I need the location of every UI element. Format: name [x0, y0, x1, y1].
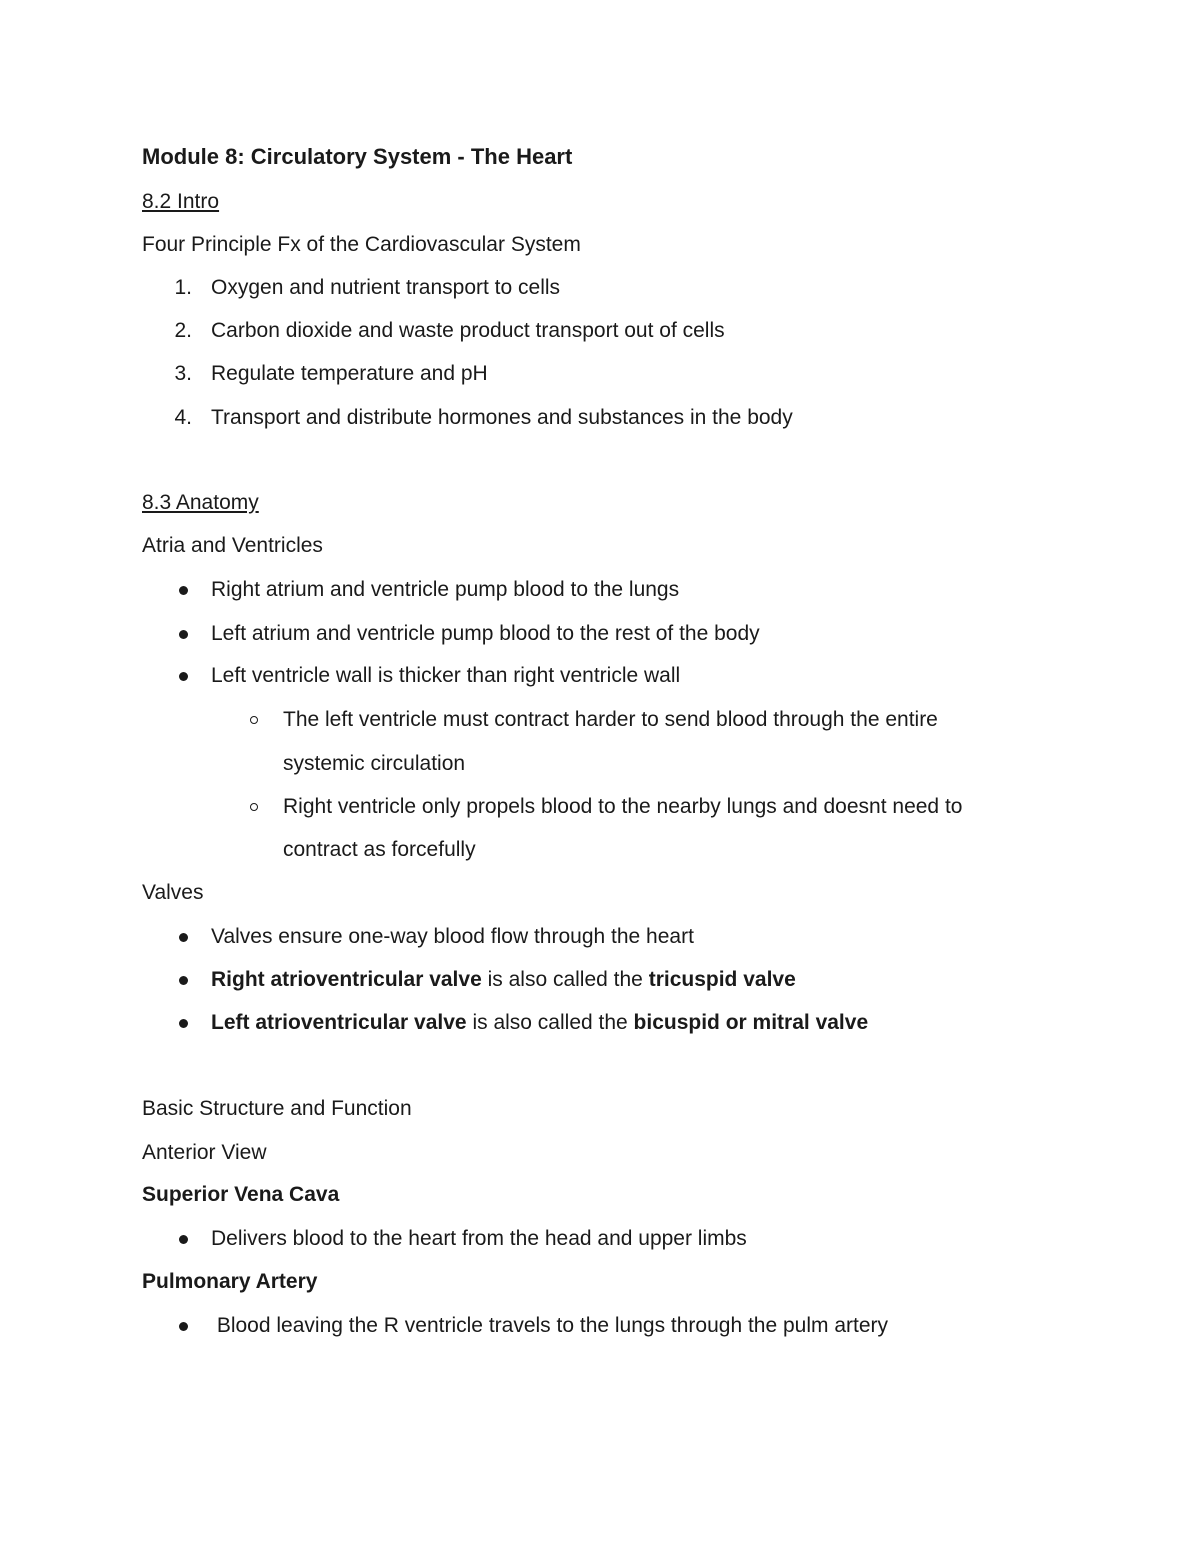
section-heading-anatomy: 8.3 Anatomy: [142, 491, 259, 514]
list-item-text: Regulate temperature and pH: [211, 362, 488, 385]
bullet-text: Delivers blood to the heart from the head and upper limbs: [211, 1227, 747, 1250]
intro-subheading: Four Principle Fx of the Cardiovascular System: [142, 233, 581, 256]
structure-label: Basic Structure and Function: [142, 1097, 412, 1120]
page-title: Module 8: Circulatory System - The Heart: [142, 144, 573, 169]
list-item-text: Oxygen and nutrient transport to cells: [211, 276, 561, 299]
svc-heading: Superior Vena Cava: [142, 1183, 340, 1206]
bullet-text: Left atrium and ventricle pump blood to the rest of the body: [211, 622, 760, 645]
sub-bullet-text-continued: contract as forcefully: [283, 838, 476, 861]
bullet-icon: [179, 933, 188, 942]
list-number: 1.: [174, 276, 192, 299]
bullet-icon: [179, 1019, 188, 1028]
atria-ventricles-label: Atria and Ventricles: [142, 534, 323, 557]
connector-text: is also called the: [466, 1011, 634, 1034]
sub-bullet-text: Right ventricle only propels blood to the nearby lungs and doesnt need to: [283, 795, 963, 818]
bullet-icon: [179, 976, 188, 985]
bullet-text: Valves ensure one-way blood flow through the heart: [211, 925, 694, 948]
sub-bullet-text-continued: systemic circulation: [283, 752, 466, 775]
sub-bullet-icon: [250, 716, 258, 724]
list-number: 4.: [174, 406, 192, 429]
sub-bullet-icon: [250, 803, 258, 811]
list-number: 2.: [174, 319, 192, 342]
bullet-icon: [179, 1322, 188, 1331]
bullet-text-tricuspid: [211, 968, 796, 992]
valves-label: Valves: [142, 881, 204, 904]
connector-text: is also called the: [481, 968, 649, 991]
bullet-text: Right atrium and ventricle pump blood to the lungs: [211, 578, 680, 601]
sub-bullet-text: The left ventricle must contract harder to send blood through the entire: [283, 708, 938, 731]
bullet-icon: [179, 630, 188, 639]
list-item-text: Carbon dioxide and waste product transport out of cells: [211, 319, 725, 342]
pa-heading: Pulmonary Artery: [142, 1270, 318, 1293]
list-item-text: Transport and distribute hormones and substances in the body: [211, 406, 793, 429]
bullet-text-mitral: [211, 1011, 868, 1035]
bullet-icon: [179, 672, 188, 681]
bold-term: tricuspid valve: [648, 968, 796, 991]
anterior-view-label: Anterior View: [142, 1141, 267, 1164]
bullet-text: Blood leaving the R ventricle travels to the lungs through the pulm artery: [211, 1314, 889, 1337]
bold-term: bicuspid or mitral valve: [633, 1011, 869, 1034]
bold-term: Left atrioventricular valve: [211, 1011, 467, 1034]
list-number: 3.: [174, 362, 192, 385]
bullet-icon: [179, 1235, 188, 1244]
bullet-text: Left ventricle wall is thicker than right ventricle wall: [211, 664, 681, 687]
bullet-icon: [179, 586, 188, 595]
section-heading-intro: 8.2 Intro: [142, 190, 220, 213]
bold-term: Right atrioventricular valve: [211, 968, 482, 991]
